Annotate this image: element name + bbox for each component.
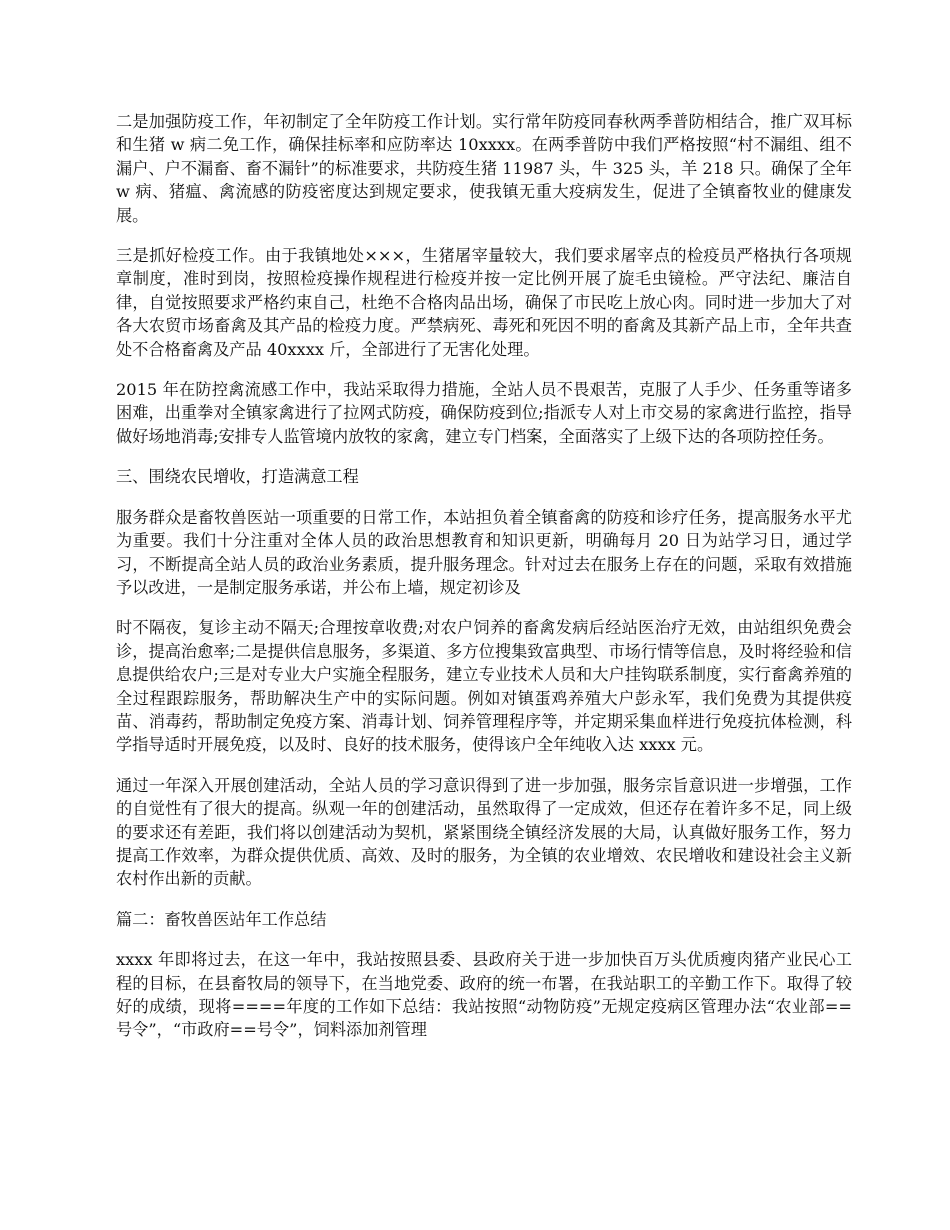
document-body	[116, 110, 852, 1059]
paragraph-quarantine: 三是抓好检疫工作。由于我镇地处×××，生猪屠宰量较大，我们要求屠宰点的检疫员严格执行各项规章制度，准时到岗，按照检疫操作规程进行检疫并按一定比例开展了旋毛虫镜检。严守法纪、廉洁自律，自觉按照要求严格约束自己，杜绝不合格肉品出场，确保了市民吃上放心肉。同时进一步加大了对各大农贸市场畜禽及其产品的检疫力度。严禁病死、毒死和死因不明的畜禽及其新产品上市，全年共查处不合格畜禽及产品 40xxxx 斤，全部进行了无害化处理。	[116, 246, 852, 359]
paragraph-summary: 通过一年深入开展创建活动，全站人员的学习意识得到了进一步加强，服务宗旨意识进一步增强，工作的自觉性有了很大的提高。纵观一年的创建活动，虽然取得了一定成效，但还存在着许多不足，同上级的要求还有差距，我们将以创建活动为契机，紧紧围绕全镇经济发展的大局，认真做好服务工作，努力提高工作效率，为群众提供优质、高效、及时的服务，为全镇的农业增效、农民增收和建设社会主义新农村作出新的贡献。	[116, 775, 852, 889]
chapter-heading-part-two: 篇二：畜牧兽医站年工作总结	[116, 909, 327, 929]
paragraph-epidemic-prevention: 二是加强防疫工作，年初制定了全年防疫工作计划。实行常年防疫同春秋两季普防相结合，推广双耳标和生猪 w 病二免工作，确保挂标率和应防率达 10xxxx。在两季普防中我们严格按照“村不漏组、组不漏户、户不漏畜、畜不漏针”的标准要求，共防疫生猪 11987 头，牛 325 头，羊 218 只。确保了全年 w 病、猪瘟、禽流感的防疫密度达到规定要求，使我镇无重大疫病发生，促进了全镇畜牧业的健康发展。	[116, 112, 852, 225]
paragraph-service-details: 时不隔夜，复诊主动不隔天;合理按章收费;对农户饲养的畜禽发病后经站医治疗无效，由站组织免费会诊，提高治愈率;二是提供信息服务，多渠道、多方位搜集致富典型、市场行情等信息，及时将经验和信息提供给农户;三是对专业大户实施全程服务，建立专业技术人员和大户挂钩联系制度，实行畜禽养殖的全过程跟踪服务，帮助解决生产中的实际问题。例如对镇蛋鸡养殖大户彭永军，我们免费为其提供疫苗、消毒药，帮助制定免疫方案、消毒计划、饲养管理程序等，并定期采集血样进行免疫抗体检测，科学指导适时开展免疫，以及时、良好的技术服务，使得该户全年纯收入达 xxxx 元。	[116, 618, 852, 755]
paragraph-year-review: xxxx 年即将过去，在这一年中，我站按照县委、县政府关于进一步加快百万头优质瘦肉猪产业民心工程的目标，在县畜牧局的领导下，在当地党委、政府的统一布署，在我站职工的辛勤工作下。取得了较好的成绩，现将====年度的工作如下总结：我站按照“动物防疫”无规定疫病区管理办法“农业部==号令”，“市政府==号令”，饲料添加剂管理	[116, 950, 852, 1040]
section-heading-farmer-income: 三、围绕农民增收，打造满意工程	[116, 467, 359, 487]
paragraph-avian-flu-2015: 2015 年在防控禽流感工作中，我站采取得力措施，全站人员不畏艰苦，克服了人手少、任务重等诸多困难，出重拳对全镇家禽进行了拉网式防疫，确保防疫到位;指派专人对上市交易的家禽进行监控，指导做好场地消毒;安排专人监管境内放牧的家禽，建立专门档案，全面落实了上级下达的各项防控任务。	[116, 380, 852, 446]
paragraph-service-masses: 服务群众是畜牧兽医站一项重要的日常工作，本站担负着全镇畜禽的防疫和诊疗任务，提高服务水平尤为重要。我们十分注重对全体人员的政治思想教育和知识更新，明确每月 20 日为站学习日，通过学习，不断提高全站人员的政治业务素质，提升服务理念。针对过去在服务上存在的问题，采取有效措施予以改进，一是制定服务承诺，并公布上墙，规定初诊及	[116, 507, 852, 597]
